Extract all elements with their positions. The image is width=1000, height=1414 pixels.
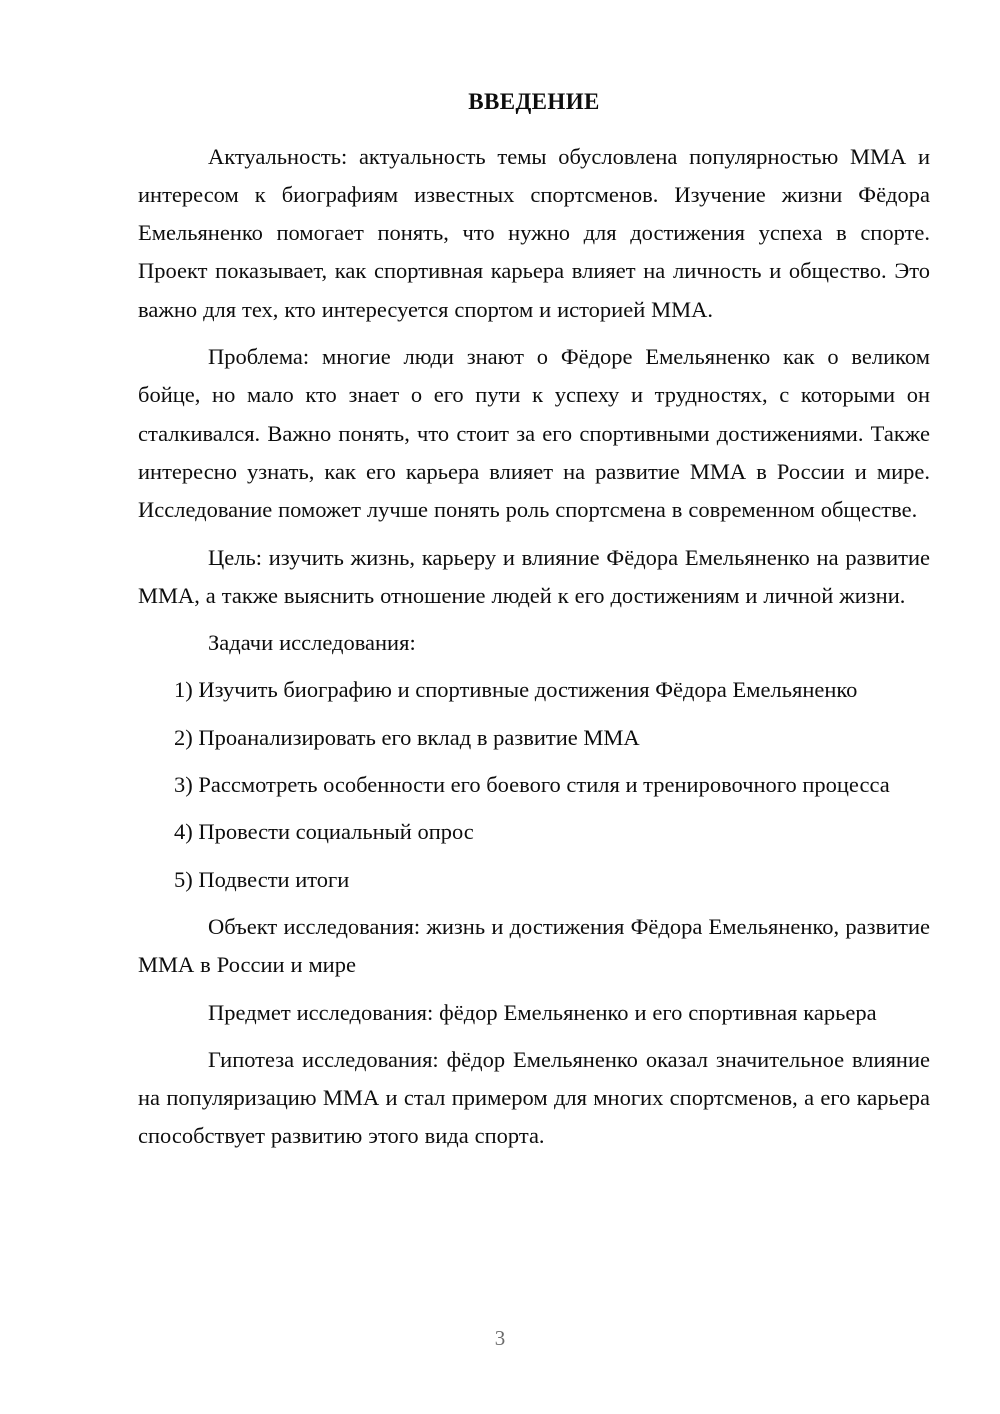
list-item: 3) Рассмотреть особенности его боевого стиля и тренировочного процесса xyxy=(174,772,890,798)
page-content xyxy=(138,88,930,1156)
tasks-heading: Задачи исследования: xyxy=(208,630,416,656)
paragraph-object: Объект исследования: жизнь и достижения Фёдора Емельяненко, развитие ММА в России и мире xyxy=(138,913,930,978)
paragraph-relevance: Актуальность: актуальность темы обусловлена популярностью ММА и интересом к биографиям известных спортсменов. Изучение жизни Фёдора Емельяненко помогает понять, что нужно для достижения успеха в спорте. Проект показывает, как спортивная карьера влияет на личность и общество. Это важно для тех, кто интересуется спортом и историей ММА. xyxy=(138,143,930,322)
list-item: 1) Изучить биографию и спортивные достижения Фёдора Емельяненко xyxy=(174,677,858,703)
paragraph-problem: Проблема: многие люди знают о Фёдоре Емельяненко как о великом бойце, но мало кто знает о его пути к успеху и трудностях, с которыми он сталкивался. Важно понять, что стоит за его спортивными достижениями. Также интересно узнать, как его карьера влияет на развитие ММА в России и мире. Исследование поможет лучше понять роль спортсмена в современном обществе. xyxy=(138,344,930,523)
list-item: 4) Провести социальный опрос xyxy=(174,819,474,845)
paragraph-hypothesis: Гипотеза исследования: фёдор Емельяненко оказал значительное влияние на популяризацию ММА и стал примером для многих спортсменов, а его карьера способствует развитию этого вида спорта. xyxy=(138,1046,930,1149)
page-number: 3 xyxy=(494,1326,506,1350)
paragraph-goal: Цель: изучить жизнь, карьеру и влияние Фёдора Емельяненко на развитие ММА, а также выяснить отношение людей к его достижениям и личной жизни. xyxy=(138,544,930,608)
list-item: 5) Подвести итоги xyxy=(174,866,350,892)
paragraph-subject: Предмет исследования: фёдор Емельяненко и его спортивная карьера xyxy=(208,999,877,1025)
list-item: 2) Проанализировать его вклад в развитие ММА xyxy=(174,724,640,750)
page-title: ВВЕДЕНИЕ xyxy=(468,89,600,114)
